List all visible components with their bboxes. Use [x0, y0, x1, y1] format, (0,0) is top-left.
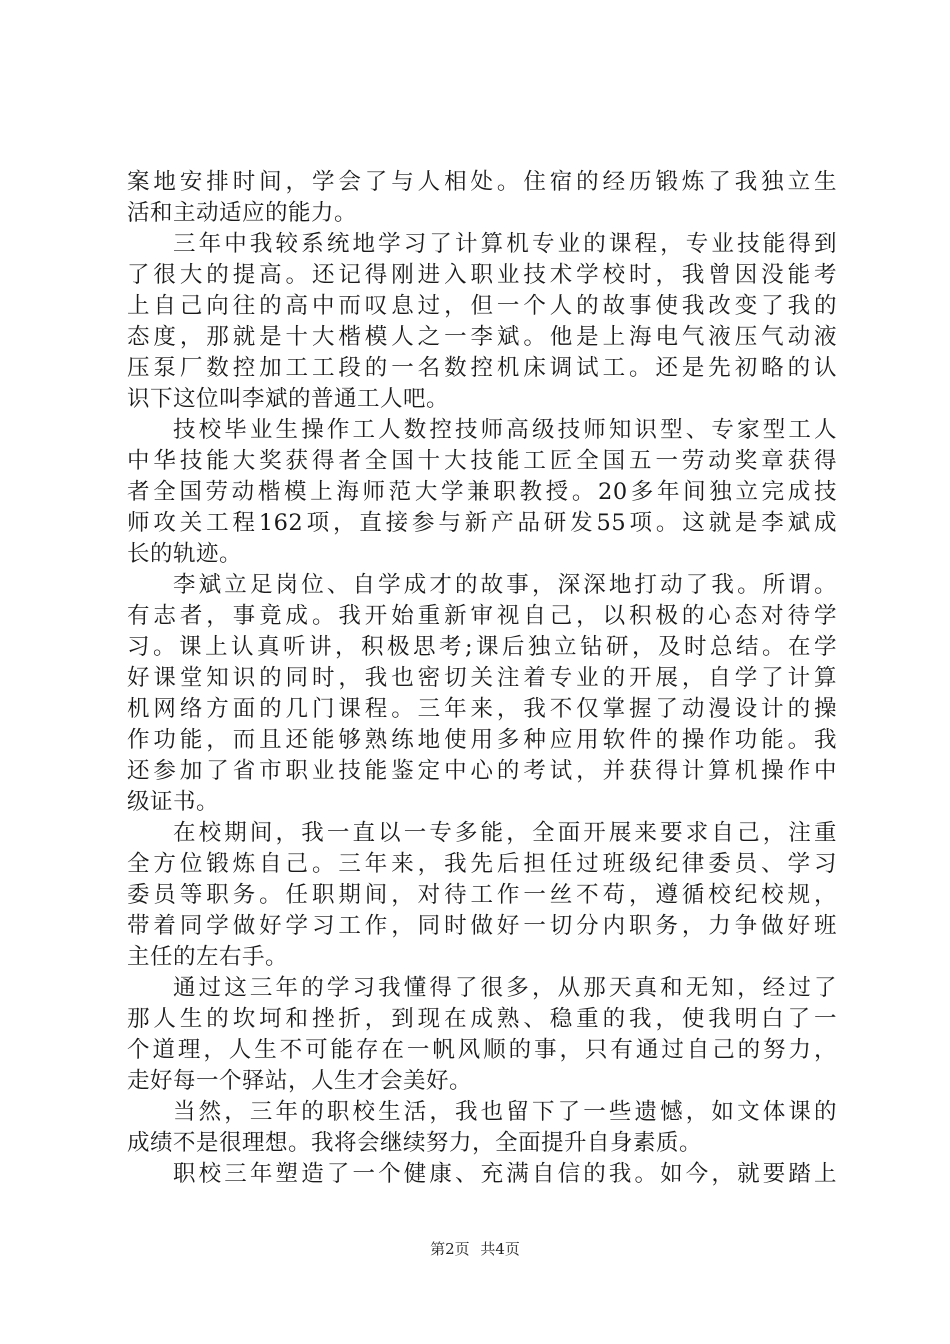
text-line: 机网络方面的几门课程。三年来，我不仅掌握了动漫设计的操	[127, 696, 837, 722]
text-line: 在校期间，我一直以一专多能，全面开展来要求自己，注重	[173, 820, 837, 846]
paragraph	[127, 415, 837, 570]
text-line: 长的轨迹。	[127, 541, 243, 567]
text-line: 全方位锻炼自己。三年来，我先后担任过班级纪律委员、学习	[127, 851, 837, 877]
page-number: 第2页	[430, 1240, 470, 1258]
paragraph	[127, 167, 837, 229]
text-line: 有志者，事竟成。我开始重新审视自己，以积极的心态对待学	[127, 603, 837, 629]
page-total: 共4页	[480, 1240, 520, 1258]
text-line: 级证书。	[127, 789, 220, 815]
text-line: 李斌立足岗位、自学成才的故事，深深地打动了我。所谓。	[173, 572, 837, 598]
text-line: 案地安排时间，学会了与人相处。住宿的经历锻炼了我独立生	[127, 169, 837, 195]
text-line: 个道理，人生不可能存在一帆风顺的事，只有通过自己的努力，	[127, 1037, 837, 1063]
paragraph	[127, 1097, 837, 1159]
text-line: 三年中我较系统地学习了计算机专业的课程，专业技能得到	[173, 231, 837, 257]
text-line: 主任的左右手。	[127, 944, 289, 970]
text-line: 走好每一个驿站，人生才会美好。	[127, 1068, 473, 1094]
text-line: 技校毕业生操作工人数控技师高级技师知识型、专家型工人	[173, 417, 837, 443]
text-line: 委员等职务。任职期间，对待工作一丝不苟，遵循校纪校规，	[127, 882, 837, 908]
text-line: 通过这三年的学习我懂得了很多，从那天真和无知，经过了	[173, 975, 837, 1001]
text-line: 带着同学做好学习工作，同时做好一切分内职务，力争做好班	[127, 913, 837, 939]
text-line: 还参加了省市职业技能鉴定中心的考试，并获得计算机操作中	[127, 758, 837, 784]
text-line: 师攻关工程162项，直接参与新产品研发55项。这就是李斌成	[127, 510, 837, 536]
text-line: 作功能，而且还能够熟练地使用多种应用软件的操作功能。我	[127, 727, 837, 753]
text-line: 职校三年塑造了一个健康、充满自信的我。如今，就要踏上	[173, 1161, 837, 1187]
paragraph	[127, 570, 837, 818]
text-line: 中华技能大奖获得者全国十大技能工匠全国五一劳动奖章获得	[127, 448, 837, 474]
text-line: 好课堂知识的同时，我也密切关注着专业的开展，自学了计算	[127, 665, 837, 691]
text-line: 识下这位叫李斌的普通工人吧。	[127, 386, 450, 412]
text-line: 习。课上认真听讲，积极思考;课后独立钻研，及时总结。在学	[127, 634, 837, 660]
paragraph	[127, 1159, 837, 1190]
text-line: 那人生的坎坷和挫折，到现在成熟、稳重的我，使我明白了一	[127, 1006, 837, 1032]
paragraph	[127, 818, 837, 973]
text-line: 压泵厂数控加工工段的一名数控机床调试工。还是先初略的认	[127, 355, 837, 381]
text-line: 者全国劳动楷模上海师范大学兼职教授。20多年间独立完成技	[127, 479, 837, 505]
paragraph	[127, 229, 837, 415]
text-line: 上自己向往的高中而叹息过，但一个人的故事使我改变了我的	[127, 293, 837, 319]
text-line: 态度，那就是十大楷模人之一李斌。他是上海电气液压气动液	[127, 324, 837, 350]
page-footer	[0, 1239, 950, 1259]
text-line: 活和主动适应的能力。	[127, 200, 358, 226]
paragraph	[127, 973, 837, 1097]
text-line: 了很大的提高。还记得刚进入职业技术学校时，我曾因没能考	[127, 262, 837, 288]
text-line: 成绩不是很理想。我将会继续努力，全面提升自身素质。	[127, 1130, 703, 1156]
document-body	[127, 167, 837, 1190]
text-line: 当然，三年的职校生活，我也留下了一些遗憾，如文体课的	[173, 1099, 837, 1125]
